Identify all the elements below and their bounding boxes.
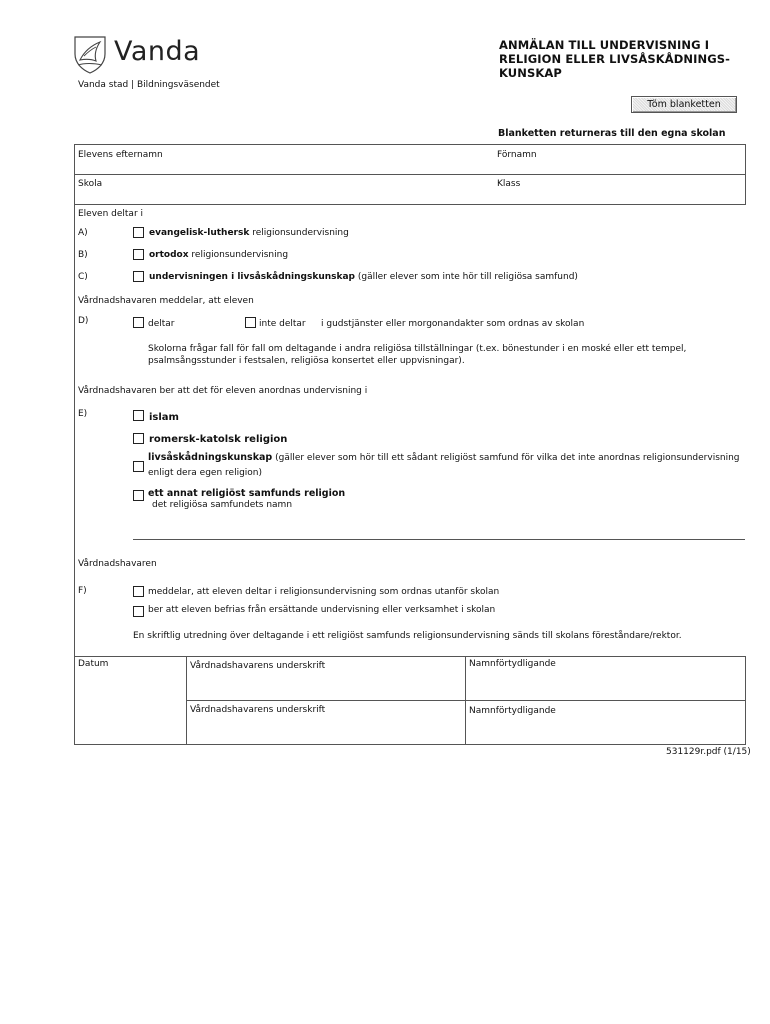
option-letter-d: D): [78, 316, 89, 326]
title-line-2: RELIGION ELLER LIVSÅSKÅDNINGS-: [499, 52, 731, 66]
checkbox-life-stance[interactable]: [133, 271, 144, 282]
option-other-religion: ett annat religiöst samfunds religion: [148, 488, 346, 499]
option-letter-e: E): [78, 409, 88, 419]
divider: [74, 174, 746, 175]
option-letter-a: A): [78, 228, 88, 238]
written-report-note: En skriftlig utredning över deltagande i ett religiöst samfunds religionsundervisning sänds till skolans föreståndare/rektor.: [133, 631, 682, 641]
title-line-3: KUNSKAP: [499, 66, 562, 80]
option-outside-school: meddelar, att eleven deltar i religionsundervisning som ordnas utanför skolan: [148, 587, 500, 597]
name-clarification-field-2[interactable]: Namnförtydligande: [469, 706, 556, 716]
participation-note: [148, 343, 686, 367]
guardian-requests-heading: Vårdnadshavaren ber att det för eleven anordnas undervisning i: [78, 386, 368, 396]
option-c-text: undervisningen i livsåskådningskunskap (gäller elever som inte hör till religiösa samfund): [149, 272, 578, 282]
option-letter-b: B): [78, 250, 88, 260]
vanda-logo: [72, 34, 108, 74]
option-life-stance-line-2: enligt dera egen religion): [148, 468, 262, 478]
page-reference: 531129r.pdf (1/15): [666, 747, 751, 757]
option-life-stance-text: livsåskådningskunskap (gäller elever som hör till ett sådant religiöst samfund för vilka det inte anordnas religionsundervisning: [148, 452, 740, 463]
checkbox-orthodox[interactable]: [133, 249, 144, 260]
first-name-field[interactable]: Förnamn: [497, 150, 537, 160]
date-field[interactable]: Datum: [78, 659, 109, 669]
checkbox-outside-school[interactable]: [133, 586, 144, 597]
logo-text: Vanda: [114, 36, 201, 67]
option-exempt: ber att eleven befrias från ersättande undervisning eller verksamhet i skolan: [148, 605, 496, 615]
checkbox-islam[interactable]: [133, 410, 144, 421]
checkbox-catholic[interactable]: [133, 433, 144, 444]
checkbox-other-religion[interactable]: [133, 490, 144, 501]
community-name-field[interactable]: det religiösa samfundets namn: [152, 500, 293, 510]
surname-field[interactable]: Elevens efternamn: [78, 150, 163, 160]
school-field[interactable]: Skola: [78, 179, 103, 189]
divider: [74, 204, 746, 205]
divider: [74, 656, 746, 657]
option-d-text: i gudstjänster eller morgonandakter som ordnas av skolan: [321, 319, 585, 329]
guardian-heading: Vårdnadshavaren: [78, 559, 157, 569]
option-b-text: ortodox religionsundervisning: [149, 250, 289, 260]
return-note: Blanketten returneras till den egna skolan: [498, 128, 726, 139]
checkbox-exempt[interactable]: [133, 606, 144, 617]
guardian-informs-heading: Vårdnadshavaren meddelar, att eleven: [78, 296, 254, 306]
form-left-border: [74, 144, 75, 745]
signature-field-1[interactable]: Vårdnadshavarens underskrift: [190, 661, 326, 671]
option-a-text: evangelisk-luthersk religionsundervisning: [149, 228, 349, 238]
option-d-participates: deltar: [148, 319, 175, 329]
option-catholic: romersk-katolsk religion: [149, 434, 288, 445]
checkbox-evangelical[interactable]: [133, 227, 144, 238]
checkbox-not-participates[interactable]: [245, 317, 256, 328]
participation-heading: Eleven deltar i: [78, 209, 144, 219]
divider: [186, 700, 746, 701]
divider: [74, 744, 746, 745]
option-d-not-participates: inte deltar: [259, 319, 306, 329]
class-field[interactable]: Klass: [497, 179, 521, 189]
form-title: [499, 38, 730, 80]
title-line-1: ANMÄLAN TILL UNDERVISNING I: [499, 38, 710, 52]
organization-name: Vanda stad | Bildningsväsendet: [78, 80, 220, 90]
note-line-2: psalmsångsstunder i festsalen, religiösa konsertet eller uppvisningar).: [148, 356, 465, 366]
signature-field-2[interactable]: Vårdnadshavarens underskrift: [190, 705, 326, 715]
checkbox-participates[interactable]: [133, 317, 144, 328]
option-islam: islam: [149, 412, 179, 423]
name-clarification-field-1[interactable]: Namnförtydligande: [469, 659, 556, 669]
community-name-line: [133, 539, 745, 540]
option-letter-f: F): [78, 586, 87, 596]
option-letter-c: C): [78, 272, 88, 282]
clear-form-button[interactable]: Töm blanketten: [631, 96, 737, 113]
note-line-1: Skolorna frågar fall för fall om deltagande i andra religiösa tillställningar (t.ex. bönestunder i en moské eller ett tempel,: [148, 344, 687, 354]
divider: [74, 144, 746, 145]
checkbox-life-stance-e[interactable]: [133, 461, 144, 472]
coat-of-arms-icon: [72, 34, 108, 74]
